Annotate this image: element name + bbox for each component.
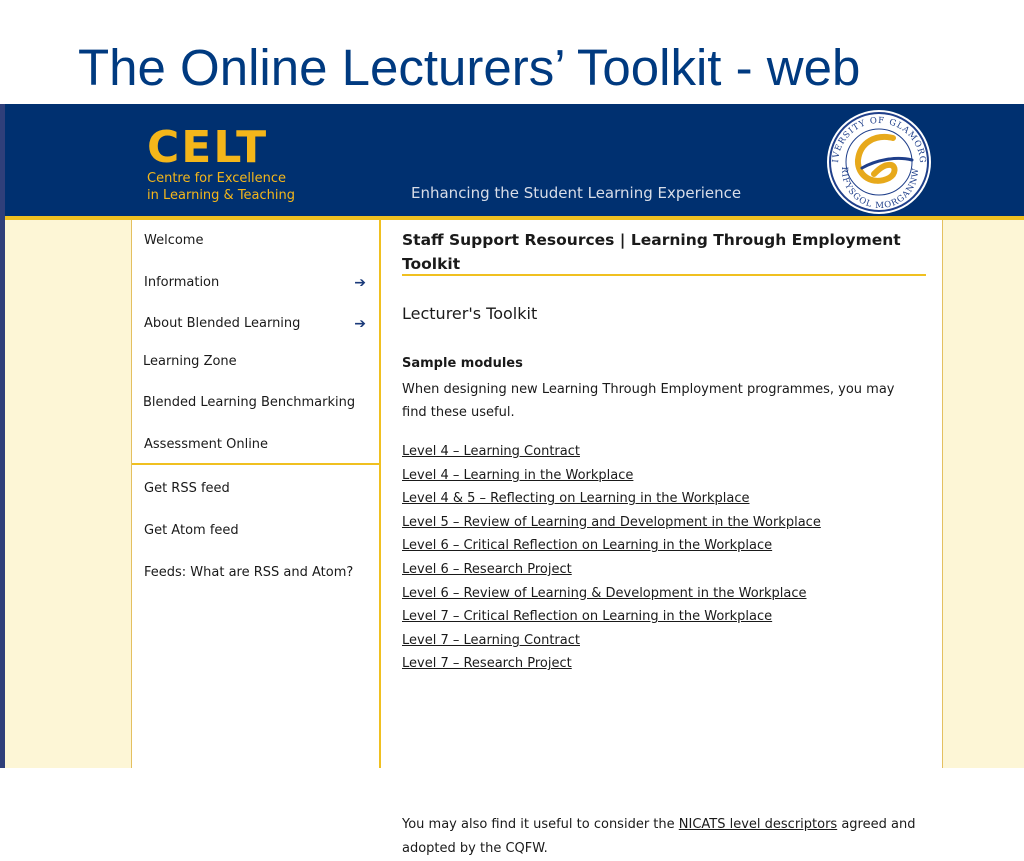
module-link[interactable]: Level 6 – Research Project — [402, 561, 572, 577]
site-tagline: Enhancing the Student Learning Experience — [411, 184, 742, 202]
nav-item-label: Welcome — [144, 233, 204, 248]
list-item — [402, 534, 922, 558]
nav-item-label: Get RSS feed — [144, 481, 230, 496]
nav-primary-group — [132, 220, 379, 465]
intro-text: When designing new Learning Through Employment programmes, you may find these useful. — [402, 382, 895, 420]
nav-item-welcome[interactable] — [144, 233, 372, 248]
slide-title: The Online Lecturers’ Toolkit - web — [78, 39, 861, 96]
nav-item-assessment-online[interactable] — [144, 437, 372, 452]
arrow-right-icon: ➔ — [354, 275, 366, 291]
outro-text-start: You may also find it useful to consider the — [402, 817, 679, 832]
nav-item-label: Information — [144, 275, 220, 290]
list-item — [402, 487, 922, 511]
nav-item-label: Learning Zone — [143, 354, 237, 369]
nicats-link[interactable]: NICATS level descriptors — [678, 817, 838, 832]
module-link-list — [402, 440, 922, 676]
university-seal — [818, 108, 940, 216]
list-item — [402, 629, 922, 653]
nav-item-information[interactable] — [144, 275, 372, 290]
nav-item-label: About Blended Learning — [144, 316, 301, 331]
module-link[interactable]: Level 7 – Research Project — [402, 656, 572, 672]
logo-line-2: in Learning & Teaching — [147, 188, 296, 203]
page-heading: Staff Support Resources | Learning Through Employment Toolkit — [402, 231, 901, 273]
content-area — [131, 220, 943, 856]
logo-line-1: Centre for Excellence — [147, 171, 287, 186]
left-navigation — [132, 220, 381, 768]
module-link[interactable]: Level 4 & 5 – Reflecting on Learning in the Workplace — [402, 491, 750, 507]
web-page — [5, 104, 1024, 856]
module-link[interactable]: Level 4 – Learning in the Workplace — [402, 467, 634, 483]
list-item — [402, 464, 922, 488]
nav-item-rss-feed[interactable] — [144, 481, 372, 496]
nav-item-benchmarking[interactable] — [143, 395, 371, 410]
university-seal-icon — [818, 108, 940, 216]
list-item — [402, 652, 922, 676]
module-link[interactable]: Level 7 – Critical Reflection on Learning in the Workplace — [402, 609, 773, 625]
section-title: Lecturer's Toolkit — [402, 304, 538, 323]
list-item — [402, 582, 922, 606]
list-item — [402, 558, 922, 582]
celt-logo-mark: CELT — [147, 122, 269, 173]
list-item — [402, 440, 922, 464]
list-item — [402, 605, 922, 629]
outro-text — [402, 813, 932, 861]
nav-item-atom-feed[interactable] — [144, 523, 372, 538]
heading-divider — [402, 274, 926, 276]
sample-modules-title: Sample modules — [402, 356, 523, 371]
nav-item-label: Assessment Online — [144, 437, 269, 452]
nav-item-learning-zone[interactable] — [143, 354, 371, 369]
seal-bottom-text: RIFYSGOL MORGANNW — [838, 166, 922, 212]
arrow-right-icon: ➔ — [354, 316, 366, 332]
module-link[interactable]: Level 6 – Review of Learning & Development in the Workplace — [402, 585, 807, 601]
nav-item-label: Blended Learning Benchmarking — [143, 395, 356, 410]
nav-item-feeds-info[interactable] — [144, 565, 372, 580]
module-link[interactable]: Level 4 – Learning Contract — [402, 444, 580, 459]
nav-item-about-blended-learning[interactable] — [144, 316, 372, 331]
list-item — [402, 511, 922, 535]
site-header — [5, 104, 1024, 216]
nav-item-label: Get Atom feed — [144, 523, 239, 538]
module-link[interactable]: Level 6 – Critical Reflection on Learning in the Workplace — [402, 538, 773, 554]
seal-top-text: IVERSITY OF GLAMORG — [830, 115, 928, 165]
module-link[interactable]: Level 5 – Review of Learning and Development in the Workplace — [402, 514, 821, 530]
nav-item-label: Feeds: What are RSS and Atom? — [144, 565, 354, 580]
outro-text-end: agreed and adopted by the CQFW. — [402, 817, 916, 856]
celt-logo[interactable] — [147, 122, 296, 204]
module-link[interactable]: Level 7 – Learning Contract — [402, 632, 580, 648]
